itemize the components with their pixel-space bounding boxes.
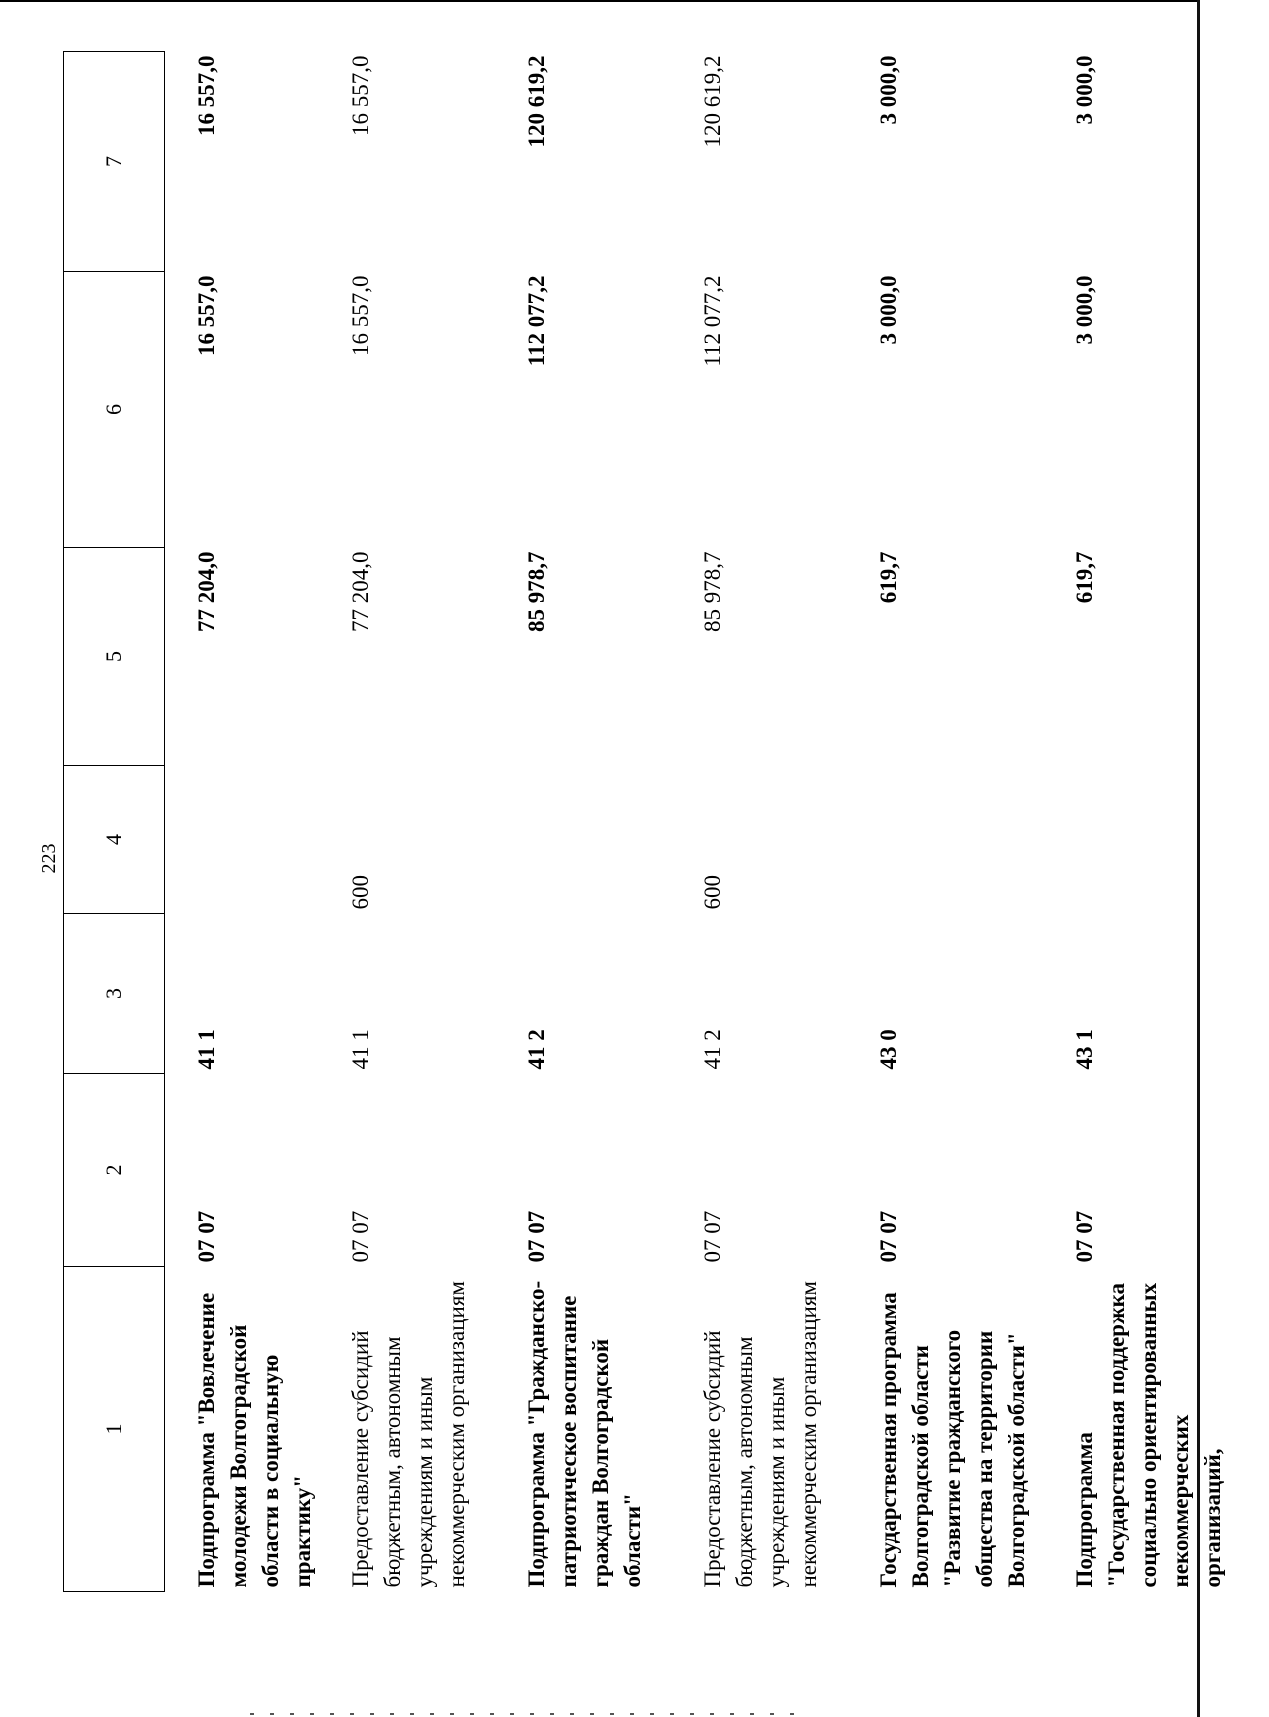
header-col-6: 6 (64, 272, 165, 548)
budget-table (63, 51, 1269, 1592)
row-expense-type: 600 (700, 875, 725, 910)
row-expense-type (1043, 766, 1269, 914)
row-program-code: 41 2 (524, 1029, 549, 1070)
row-value-col7: 3 000,0 (1072, 55, 1097, 125)
table-row (319, 52, 495, 1592)
row-value-col7: 3 000,0 (876, 55, 901, 125)
row-expense-type (495, 766, 671, 914)
row-program-code: 41 2 (700, 1029, 725, 1070)
row-section-code: 07 07 (1072, 1210, 1097, 1263)
row-section-code: 07 07 (700, 1210, 725, 1263)
row-value-col6: 3 000,0 (1072, 275, 1097, 345)
table-row (495, 52, 671, 1592)
header-col-3: 3 (64, 914, 165, 1074)
header-col-4: 4 (64, 766, 165, 914)
row-value-col7: 120 619,2 (700, 55, 725, 148)
row-name: Предоставление субсидий бюджетным, автономным учреждениям и иным некоммерческим организациям (700, 1281, 821, 1588)
row-section-code: 07 07 (194, 1210, 219, 1263)
row-name: Государственная программа Волгоградской области "Развитие гражданского общества на территории Волгоградской области" (876, 1292, 1029, 1588)
row-expense-type: 600 (348, 875, 373, 910)
row-value-col5: 85 978,7 (700, 551, 725, 632)
row-value-col6: 3 000,0 (876, 275, 901, 345)
row-name: Подпрограмма "Вовлечение молодежи Волгоградской области в социальную практику" (194, 1292, 315, 1588)
page-number: 223 (38, 843, 60, 874)
header-col-2: 2 (64, 1074, 165, 1267)
row-section-code: 07 07 (876, 1210, 901, 1263)
row-section-code: 07 07 (524, 1210, 549, 1263)
row-name: Подпрограмма "Гражданско-патриотическое воспитание граждан Волгоградской области" (524, 1280, 645, 1588)
table-row (847, 52, 1043, 1592)
row-value-col5: 619,7 (1072, 551, 1097, 604)
row-value-col6: 16 557,0 (194, 275, 219, 356)
row-value-col5: 619,7 (876, 551, 901, 604)
row-value-col7: 120 619,2 (524, 55, 549, 148)
row-value-col7: 16 557,0 (194, 55, 219, 136)
row-expense-type (165, 766, 320, 914)
row-program-code: 41 1 (194, 1029, 219, 1070)
row-value-col5: 85 978,7 (524, 551, 549, 632)
table-body (165, 52, 1269, 1592)
row-value-col6: 112 077,2 (524, 275, 549, 367)
row-name: Предоставление субсидий бюджетным, автономным учреждениям и иным некоммерческим организациям (348, 1281, 469, 1588)
row-program-code: 43 0 (876, 1029, 901, 1070)
row-value-col6: 112 077,2 (700, 275, 725, 367)
row-value-col7: 16 557,0 (348, 55, 373, 136)
row-value-col5: 77 204,0 (194, 551, 219, 632)
row-section-code: 07 07 (348, 1210, 373, 1263)
row-program-code: 41 1 (348, 1029, 373, 1070)
row-name: Подпрограмма "Государственная поддержка социально ориентированных некоммерческих организаций, (1072, 1282, 1225, 1588)
table-row (1043, 52, 1269, 1592)
table-row (671, 52, 847, 1592)
row-value-col5: 77 204,0 (348, 551, 373, 632)
header-col-1: 1 (64, 1267, 165, 1592)
header-col-5: 5 (64, 548, 165, 766)
header-col-7: 7 (64, 52, 165, 272)
table-header (64, 52, 165, 1592)
table-row (165, 52, 320, 1592)
row-value-col6: 16 557,0 (348, 275, 373, 356)
row-program-code: 43 1 (1072, 1029, 1097, 1070)
row-expense-type (847, 766, 1043, 914)
